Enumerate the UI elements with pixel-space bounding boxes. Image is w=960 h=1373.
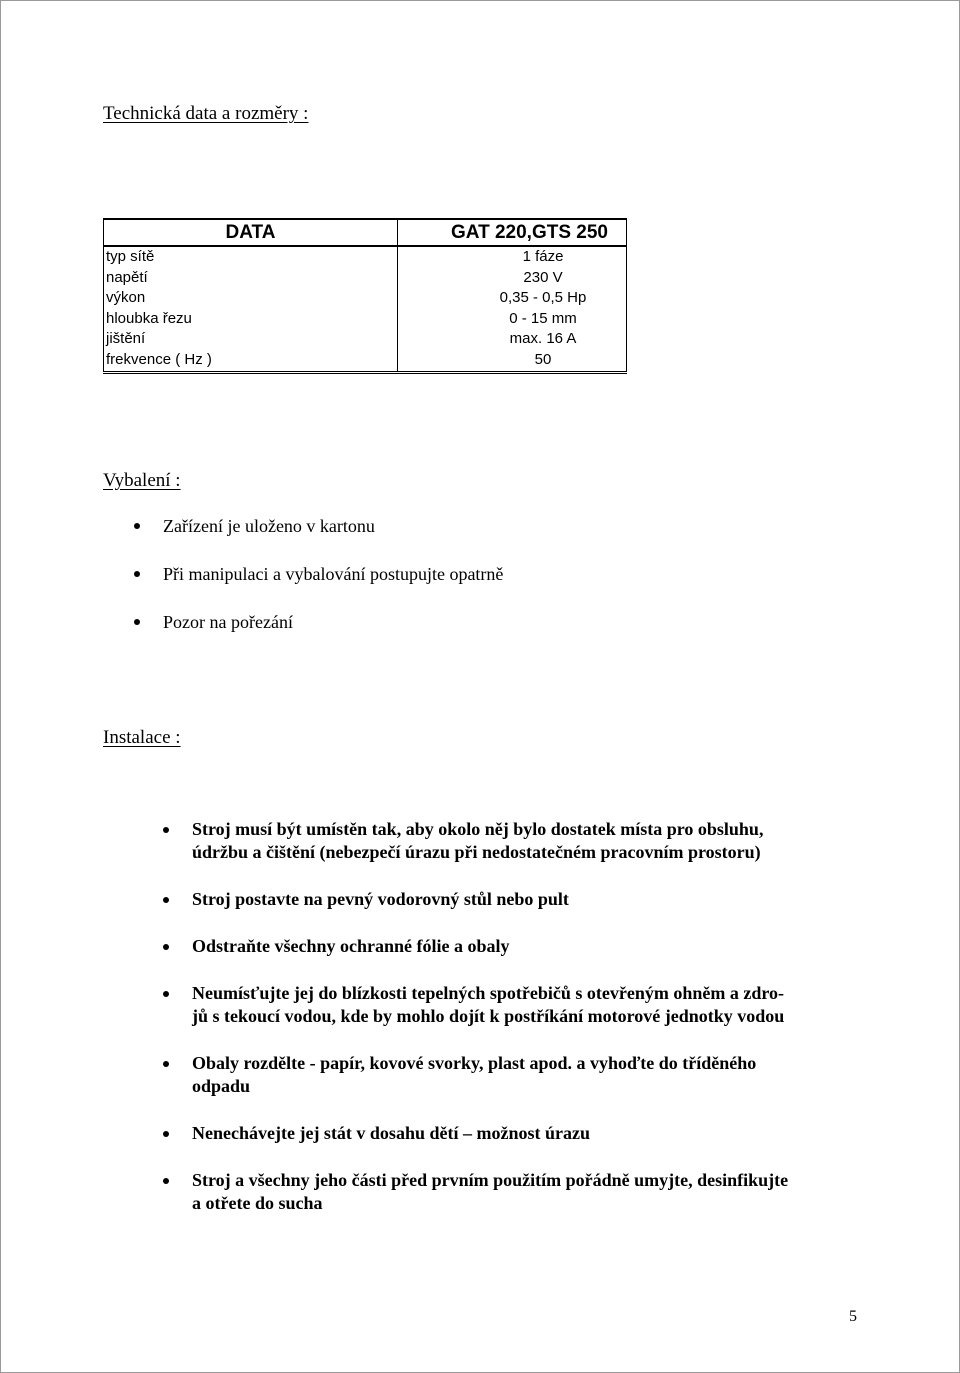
row-value: 1 fáze <box>398 246 627 268</box>
table-row <box>104 350 627 372</box>
list-item-text: Stroj postavte na pevný vodorovný stůl nebo pult <box>192 889 569 909</box>
list-item-text: Stroj musí být umístěn tak, aby okolo něj bylo dostatek místa pro obsluhu, údržbu a čištění (nebezpečí úrazu při nedostatečném pracovním prostoru) <box>192 819 764 862</box>
table-row <box>104 309 627 330</box>
row-value: 0,35 - 0,5 Hp <box>398 288 627 309</box>
list-item-text: Pozor na pořezání <box>163 612 293 632</box>
list-item-text: Neumísťujte jej do blízkosti tepelných spotřebičů s otevřeným ohněm a zdro- jů s tekoucí vodou, kde by mohlo dojít k postříkání motorové jednotky vodou <box>192 983 785 1026</box>
bullet-icon <box>163 1178 169 1184</box>
bullet-icon <box>163 1061 169 1067</box>
technical-data-table <box>103 218 627 374</box>
table-row <box>104 268 627 289</box>
table-row <box>104 288 627 309</box>
list-item-text: Zařízení je uloženo v kartonu <box>163 516 375 536</box>
unpacking-heading: Vybalení : <box>103 470 181 491</box>
bullet-icon <box>134 571 140 577</box>
bullet-icon <box>163 1131 169 1137</box>
table-row <box>104 246 627 268</box>
list-item-text: Stroj a všechny jeho části před prvním použitím pořádně umyjte, desinfikujte a otřete do sucha <box>192 1170 789 1213</box>
bullet-icon <box>163 991 169 997</box>
list-item <box>163 935 863 958</box>
list-item <box>163 818 863 864</box>
bullet-icon <box>163 827 169 833</box>
installation-list <box>163 818 863 1239</box>
list-item <box>163 1122 863 1145</box>
row-label: napětí <box>104 268 398 289</box>
bullet-icon <box>163 897 169 903</box>
list-item-text: Nenechávejte jej stát v dosahu dětí – možnost úrazu <box>192 1123 590 1143</box>
row-value: 230 V <box>398 268 627 289</box>
table-header-label: DATA <box>104 219 398 246</box>
list-item <box>163 1052 863 1098</box>
row-value: max. 16 A <box>398 329 627 350</box>
row-label: typ sítě <box>104 246 398 268</box>
row-label: hloubka řezu <box>104 309 398 330</box>
bullet-icon <box>134 619 140 625</box>
table-header-value: GAT 220,GTS 250 <box>398 219 627 246</box>
page-number: 5 <box>849 1308 857 1325</box>
list-item <box>163 888 863 911</box>
list-item <box>163 982 863 1028</box>
bullet-icon <box>134 523 140 529</box>
list-item-text: Obaly rozdělte - papír, kovové svorky, plast apod. a vyhoďte do tříděného odpadu <box>192 1053 757 1096</box>
installation-heading: Instalace : <box>103 727 181 748</box>
bullet-icon <box>163 944 169 950</box>
table-row <box>104 329 627 350</box>
row-label: frekvence ( Hz ) <box>104 350 398 372</box>
technical-data-heading: Technická data a rozměry : <box>103 103 309 124</box>
table-header-row <box>104 219 627 246</box>
list-item-text: Při manipulaci a vybalování postupujte opatrně <box>163 564 504 584</box>
row-value: 50 <box>398 350 627 372</box>
row-label: jištění <box>104 329 398 350</box>
row-value: 0 - 15 mm <box>398 309 627 330</box>
list-item-text: Odstraňte všechny ochranné fólie a obaly <box>192 936 510 956</box>
row-label: výkon <box>104 288 398 309</box>
list-item <box>163 1169 863 1215</box>
